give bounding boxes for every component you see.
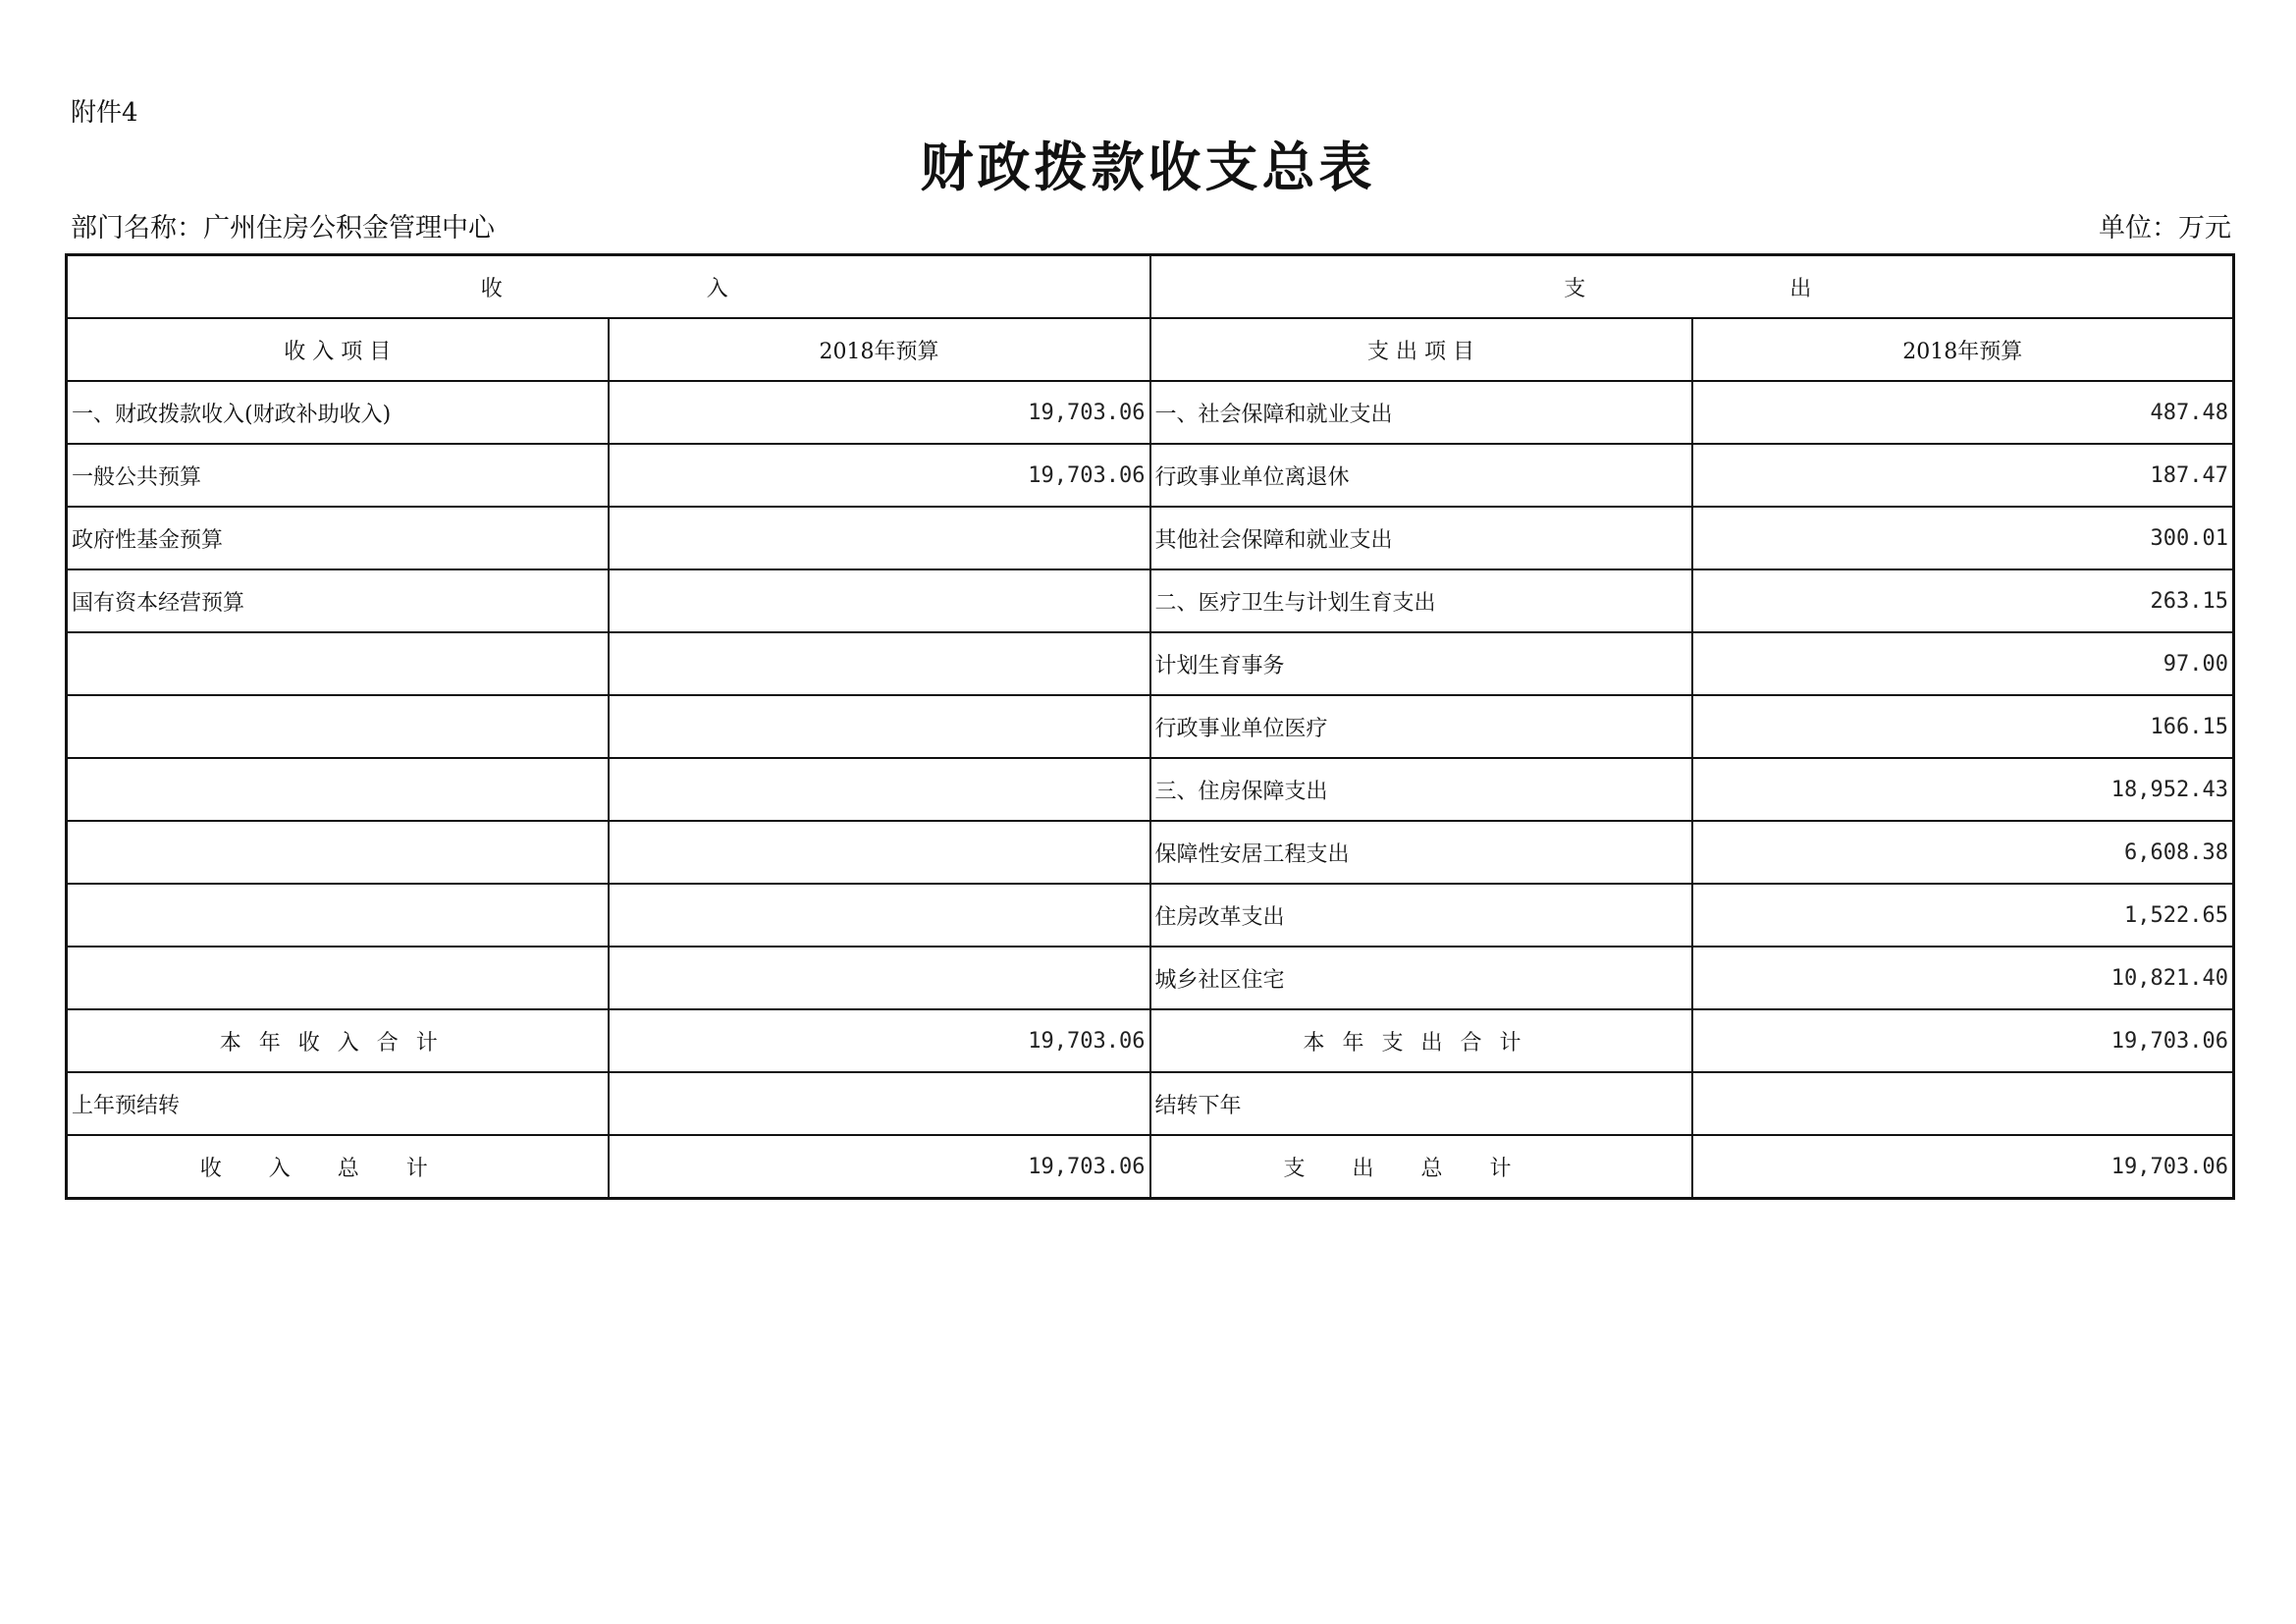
income-value [609,821,1150,884]
income-item: 政府性基金预算 [67,507,609,569]
expense-value: 18,952.43 [1692,758,2234,821]
income-value [609,695,1150,758]
carryover-in-label: 上年预结转 [67,1072,609,1135]
table-row [67,947,2234,1009]
table-row [67,632,2234,695]
grand-income-value: 19,703.06 [609,1135,1150,1199]
year-total-income-value: 19,703.06 [609,1009,1150,1072]
expense-item: 其他社会保障和就业支出 [1150,507,1692,569]
income-item [67,632,609,695]
expense-item: 二、医疗卫生与计划生育支出 [1150,569,1692,632]
expense-item: 计划生育事务 [1150,632,1692,695]
table-row [67,569,2234,632]
col-expense-budget: 2018年预算 [1692,318,2234,381]
income-item [67,947,609,1009]
carryover-row [67,1072,2234,1135]
grand-expense-label: 支出总计 [1150,1135,1692,1199]
grand-expense-value: 19,703.06 [1692,1135,2234,1199]
income-value [609,947,1150,1009]
table-row [67,444,2234,507]
expense-section-header [1150,255,2234,319]
year-total-expense-value: 19,703.06 [1692,1009,2234,1072]
income-section-header [67,255,1150,319]
income-value [609,507,1150,569]
expense-header-char-b: 出 [1789,276,1820,301]
expense-value: 6,608.38 [1692,821,2234,884]
income-value: 19,703.06 [609,381,1150,444]
expense-value: 10,821.40 [1692,947,2234,1009]
income-value [609,758,1150,821]
grand-total-row [67,1135,2234,1199]
expense-item: 行政事业单位医疗 [1150,695,1692,758]
section-header-row [67,255,2234,319]
year-total-expense-label: 本年支出合计 [1150,1009,1692,1072]
income-item [67,758,609,821]
income-value [609,884,1150,947]
income-item: 一、财政拨款收入(财政补助收入) [67,381,609,444]
budget-table [65,253,2235,1200]
col-income-budget: 2018年预算 [609,318,1150,381]
income-header-char-a: 收 [480,276,510,301]
expense-value: 1,522.65 [1692,884,2234,947]
attachment-label: 附件4 [71,98,138,128]
expense-value: 263.15 [1692,569,2234,632]
page-title: 财政拨款收支总表 [920,135,1376,198]
expense-item: 城乡社区住宅 [1150,947,1692,1009]
expense-item: 住房改革支出 [1150,884,1692,947]
table-row [67,381,2234,444]
expense-header-char-a: 支 [1564,276,1594,301]
expense-value: 97.00 [1692,632,2234,695]
expense-item: 行政事业单位离退休 [1150,444,1692,507]
carryover-out-label: 结转下年 [1150,1072,1692,1135]
income-item: 一般公共预算 [67,444,609,507]
table-row [67,821,2234,884]
income-header-char-b: 入 [706,276,736,301]
income-value: 19,703.06 [609,444,1150,507]
year-total-row [67,1009,2234,1072]
income-value [609,632,1150,695]
expense-item: 三、住房保障支出 [1150,758,1692,821]
table-row [67,695,2234,758]
table-row [67,884,2234,947]
expense-value: 487.48 [1692,381,2234,444]
column-header-row [67,318,2234,381]
expense-value: 166.15 [1692,695,2234,758]
carryover-out-value [1692,1072,2234,1135]
department-label: 部门名称：广州住房公积金管理中心 [71,213,495,244]
income-item [67,821,609,884]
col-expense-item: 支 出 项 目 [1150,318,1692,381]
income-item [67,884,609,947]
income-item: 国有资本经营预算 [67,569,609,632]
expense-item: 一、社会保障和就业支出 [1150,381,1692,444]
expense-value: 187.47 [1692,444,2234,507]
grand-income-label: 收入总计 [67,1135,609,1199]
year-total-income-label: 本年收入合计 [67,1009,609,1072]
income-item [67,695,609,758]
unit-label: 单位：万元 [2099,213,2231,244]
table-row [67,507,2234,569]
col-income-item: 收 入 项 目 [67,318,609,381]
carryover-in-value [609,1072,1150,1135]
income-value [609,569,1150,632]
table-row [67,758,2234,821]
expense-item: 保障性安居工程支出 [1150,821,1692,884]
expense-value: 300.01 [1692,507,2234,569]
